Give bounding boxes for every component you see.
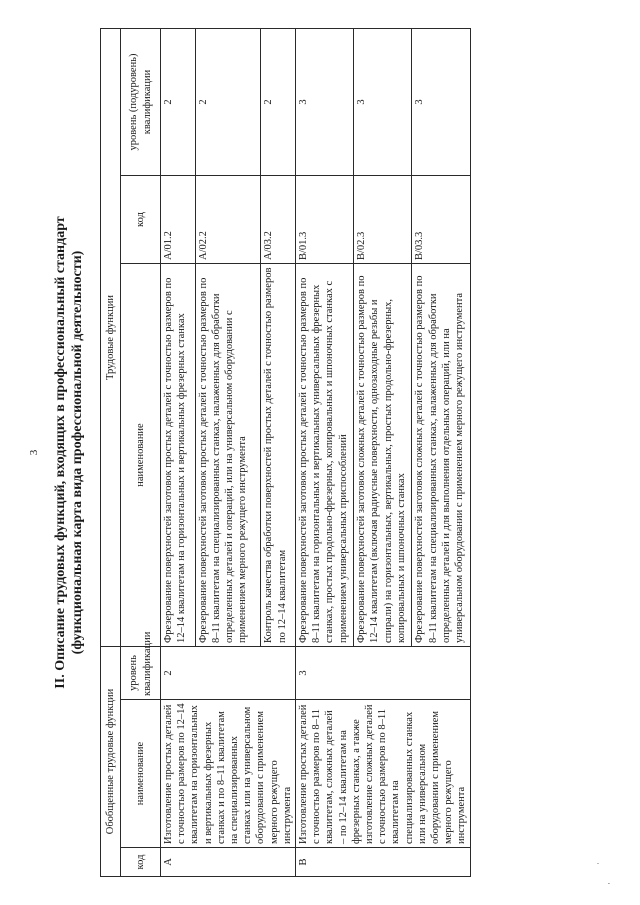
gen-code-b: В <box>296 848 471 877</box>
header-lab-name: наименование <box>121 264 161 647</box>
lab-level-a02: 2 <box>195 28 261 175</box>
lab-code-a03: A/03.2 <box>261 176 296 264</box>
lab-level-a03: 2 <box>261 28 296 175</box>
header-lab-level: уровень (подуровень) квалификации <box>121 28 161 175</box>
table-row <box>296 28 354 876</box>
lab-name-b03: Фрезерование поверхностей заготовок сложных деталей с точностью размеров по 8–11 квалитетам на специализированных станках, налаженных для обработки определенных деталей и для выполнения отдельных операций, или на универсальном оборудовании с применением мерного режущего инструмента <box>412 264 470 647</box>
header-generalized-functions: Обобщенные трудовые функции <box>101 647 121 877</box>
page-number: 3 <box>28 449 40 456</box>
gen-level-b: 3 <box>296 647 471 700</box>
section-title <box>52 30 86 875</box>
table-row <box>161 28 196 876</box>
scan-speck: · <box>604 882 614 885</box>
gen-code-a: А <box>161 848 296 877</box>
lab-name-a01: Фрезерование поверхностей заготовок простых деталей с точностью размеров по 12–14 квалитетам на горизонтальных и вертикальных фрезерных станках <box>161 264 196 647</box>
lab-name-a03: Контроль качества обработки поверхностей простых деталей с точностью размеров по 12–14 квалитетам <box>261 264 296 647</box>
lab-code-a02: A/02.2 <box>195 176 261 264</box>
header-labor-functions: Трудовые функции <box>101 28 121 646</box>
header-lab-code: код <box>121 176 161 264</box>
lab-code-a01: A/01.2 <box>161 176 196 264</box>
lab-level-b02: 3 <box>354 28 412 175</box>
lab-code-b01: B/01.3 <box>296 176 354 264</box>
header-gen-code: код <box>121 848 161 877</box>
lab-code-b03: B/03.3 <box>412 176 470 264</box>
scan-speck: ˙ <box>596 862 606 865</box>
lab-code-b02: B/02.3 <box>354 176 412 264</box>
header-gen-name: наименование <box>121 700 161 848</box>
lab-name-a02: Фрезерование поверхностей заготовок простых деталей с точностью размеров по 8–11 квалитетам на специализированных станках, налаженных для обработки определенных деталей и операций, или на универсальном оборудовании с применением мерного режущего инструмента <box>195 264 261 647</box>
functional-map-table <box>100 28 471 877</box>
lab-level-a01: 2 <box>161 28 196 175</box>
gen-level-a: 2 <box>161 647 296 700</box>
gen-name-a: Изготовление простых деталей с точностью размеров по 12–14 квалитетам на горизонтальных и вертикальных фрезерных станках и по 8–11 квалитетам на специализированных станках или на универсальном оборудовании с применением мерного режущего инструмента <box>161 700 296 848</box>
gen-name-b: Изготовление простых деталей с точностью размеров по 8–11 квалитетам, сложных деталей – по 12–14 квалитетам на фрезерных станках, а также изготовление сложных деталей с точностью размеров по 8–11 квалитетам на специализированных станках или на универсальном оборудовании с применением мерного режущего инструмента <box>296 700 471 848</box>
section-title-line-2: (функциональная карта вида профессиональной деятельности) <box>70 250 85 655</box>
section-title-line-1: II. Описание трудовых функций, входящих в профессиональный стандарт <box>53 216 68 689</box>
lab-level-b01: 3 <box>296 28 354 175</box>
lab-name-b02: Фрезерование поверхностей заготовок сложных деталей с точностью размеров по 12–14 квалитетам (включая радиусные поверхности, однозаходные резьбы и спирали) на горизонтальных, вертикальных, простых продольно-фрезерных, копировальных и шпоночных станках <box>354 264 412 647</box>
lab-level-b03: 3 <box>412 28 470 175</box>
lab-name-b01: Фрезерование поверхностей заготовок простых деталей с точностью размеров по 8–11 квалитетам на горизонтальных и вертикальных универсальных фрезерных станках, простых продольно-фрезерных, копировальных и шпоночных станках с применением универсальных приспособлений <box>296 264 354 647</box>
header-gen-level: уровень квалификации <box>121 647 161 700</box>
